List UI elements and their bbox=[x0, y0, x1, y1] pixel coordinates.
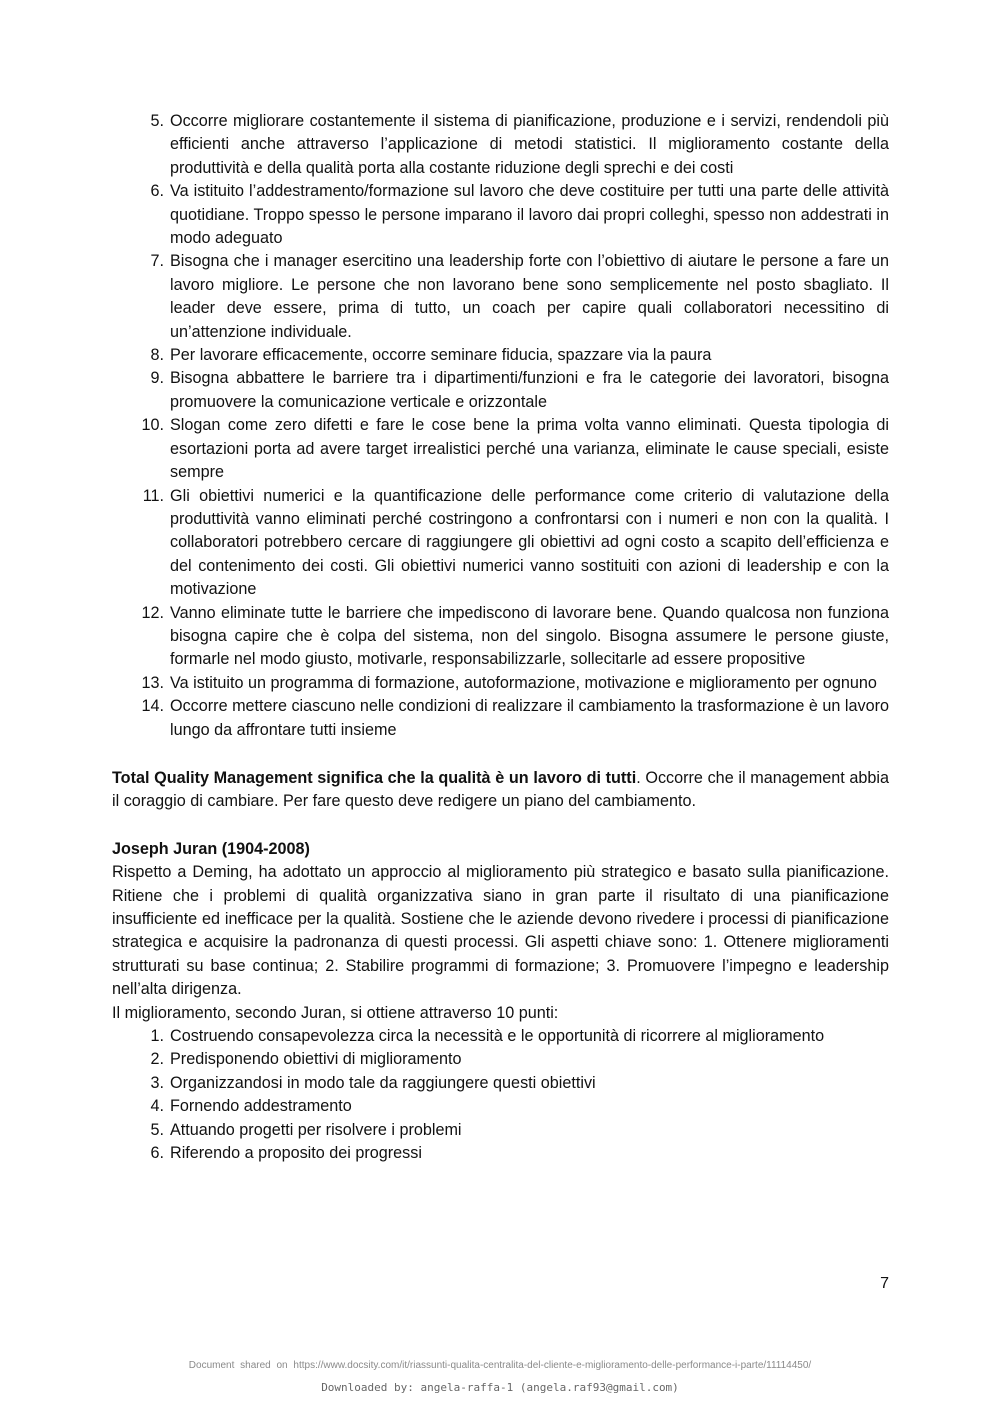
list-item bbox=[112, 180, 889, 250]
list-text: Costruendo consapevolezza circa la necessità e le opportunità di ricorrere al miglioramento bbox=[170, 1027, 825, 1046]
list-number: 9. bbox=[150, 369, 164, 388]
footer-downloaded-by: Downloaded by: angela-raffa-1 (angela.raf93@gmail.com) bbox=[321, 1381, 679, 1394]
list-number: 1. bbox=[150, 1027, 164, 1046]
list-text: Riferendo a proposito dei progressi bbox=[170, 1144, 422, 1163]
list-item bbox=[112, 485, 889, 602]
list-item bbox=[112, 672, 889, 695]
list-number: 10. bbox=[141, 416, 164, 435]
list-item bbox=[112, 695, 889, 742]
juran-intro: Il miglioramento, secondo Juran, si ottiene attraverso 10 punti: bbox=[112, 1003, 559, 1022]
list-number: 3. bbox=[150, 1073, 164, 1092]
juran-heading: Joseph Juran (1904-2008) bbox=[112, 839, 310, 858]
list-text: Organizzandosi in modo tale da raggiungere questi obiettivi bbox=[170, 1073, 596, 1092]
list-number: 6. bbox=[150, 1144, 164, 1163]
page-number: 7 bbox=[880, 1275, 889, 1292]
list-text: Vanno eliminate tutte le barriere che impediscono di lavorare bene. Quando qualcosa non funziona bisogna capire che è colpa del sistema, non del singolo. Bisogna assumere le persone giuste, formarle nel modo giusto, motivarle, responsabilizzarle, sollecitarle ad essere propositive bbox=[170, 603, 889, 669]
list-number: 8. bbox=[150, 346, 164, 365]
list-number: 4. bbox=[150, 1097, 164, 1116]
list-item bbox=[112, 414, 889, 484]
list-item bbox=[112, 367, 889, 414]
list-item bbox=[112, 1095, 889, 1118]
tqm-paragraph bbox=[112, 767, 889, 814]
list-text: Attuando progetti per risolvere i problemi bbox=[170, 1120, 462, 1139]
list-number: 14. bbox=[141, 697, 164, 716]
juran-points-list bbox=[112, 1025, 889, 1165]
list-number: 2. bbox=[150, 1050, 164, 1069]
list-item bbox=[112, 110, 889, 180]
list-text: Bisogna abbattere le barriere tra i dipartimenti/funzioni e fra le categorie dei lavoratori, bisogna promuovere la comunicazione verticale e orizzontale bbox=[170, 369, 889, 411]
list-text: Occorre migliorare costantemente il sistema di pianificazione, produzione e i servizi, rendendoli più efficienti anche attraverso l’applicazione di metodi statistici. Il miglioramento costante della produttività e della qualità porta alla costante riduzione degli sprechi e dei costi bbox=[170, 112, 889, 177]
list-text: Fornendo addestramento bbox=[170, 1097, 352, 1116]
list-text: Slogan come zero difetti e fare le cose bene la prima volta vanno eliminati. Questa tipologia di esortazioni porta ad avere target irrealistici perché una varianza, eliminate le cause speciali, esiste sempre bbox=[170, 416, 889, 482]
list-number: 5. bbox=[150, 1120, 164, 1139]
tqm-rest: . Occorre che il management abbia il coraggio di cambiare. Per fare questo deve redigere un piano del cambiamento. bbox=[112, 768, 889, 811]
list-item bbox=[112, 1025, 889, 1048]
list-text: Occorre mettere ciascuno nelle condizioni di realizzare il cambiamento la trasformazione è un lavoro lungo da affrontare tutti insieme bbox=[170, 697, 889, 739]
list-item bbox=[112, 250, 889, 344]
list-number: 12. bbox=[141, 603, 164, 622]
list-number: 13. bbox=[141, 673, 164, 692]
list-text: Gli obiettivi numerici e la quantificazione delle performance come criterio di valutazione della produttività vanno eliminati perché costringono a confrontarsi con i numeri e non con la qualità. I collaboratori potrebbero cercare di raggiungere gli obiettivi ad ogni costo a scapito dell’efficienza e del contenimento dei costi. Gli obiettivi numerici vanno sostituiti con azioni di leadership e con la motivazione bbox=[170, 486, 889, 599]
list-item bbox=[112, 1048, 889, 1071]
list-text: Predisponendo obiettivi di miglioramento bbox=[170, 1050, 462, 1069]
document-page bbox=[112, 110, 889, 1165]
list-text: Per lavorare efficacemente, occorre seminare fiducia, spazzare via la paura bbox=[170, 346, 712, 365]
list-number: 5. bbox=[150, 112, 164, 130]
list-text: Va istituito un programma di formazione, autoformazione, motivazione e miglioramento per ognuno bbox=[170, 673, 877, 692]
list-number: 11. bbox=[142, 486, 164, 505]
list-text: Bisogna che i manager esercitino una leadership forte con l’obiettivo di aiutare le persone a fare un lavoro migliore. Le persone che non lavorano bene sono semplicemente nel posto sbagliato. Il leader deve essere, prima di tutto, un coach per capire quali collaboratori necessitino di un’attenzione individuale. bbox=[170, 252, 889, 341]
deming-points-list bbox=[112, 110, 889, 742]
list-item bbox=[112, 344, 889, 367]
list-item bbox=[112, 602, 889, 672]
list-item bbox=[112, 1072, 889, 1095]
list-item bbox=[112, 1142, 889, 1165]
footer-shared-notice: Document shared on https://www.docsity.com/it/riassunti-qualita-centralita-del-cliente-e-miglioramento-delle-performance-i-parte/11114450/ bbox=[188, 1360, 812, 1371]
list-text: Va istituito l’addestramento/formazione sul lavoro che deve costituire per tutti una parte delle attività quotidiane. Troppo spesso le persone imparano il lavoro dai propri colleghi, spesso non addestrati in modo adeguato bbox=[170, 182, 889, 248]
list-item bbox=[112, 1119, 889, 1142]
list-number: 7. bbox=[150, 252, 164, 271]
tqm-bold-statement: Total Quality Management significa che la qualità è un lavoro di tutti bbox=[112, 768, 637, 787]
juran-paragraph: Rispetto a Deming, ha adottato un approccio al miglioramento più strategico e basato sulla pianificazione. Ritiene che i problemi di qualità organizzativa siano in gran parte il risultato di una pianificazione insufficiente ed inefficace per la qualità. Sostiene che le aziende devono rivedere i processi di pianificazione strategica e acquisire la padronanza di questi processi. Gli aspetti chiave sono: 1. Ottenere miglioramenti strutturati su base continua; 2. Stabilire programmi di formazione; 3. Promuovere l’impegno e leadership nell’alta dirigenza. bbox=[112, 863, 889, 999]
list-number: 6. bbox=[150, 182, 164, 201]
